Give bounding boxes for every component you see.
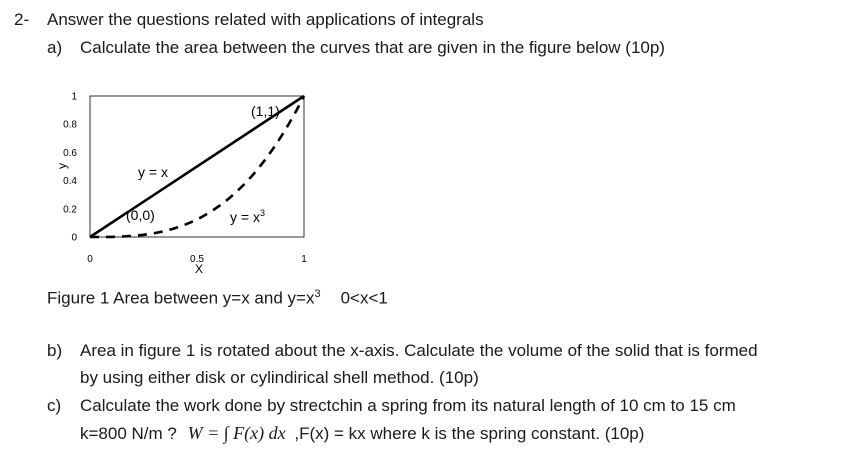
annotation-cubic-label: [230, 208, 265, 225]
part-b-label: b): [47, 341, 63, 360]
part-a-text: Calculate the area between the curves that are given in the figure below (10p): [80, 38, 665, 57]
annotation-cubic-base: y = x: [230, 209, 260, 225]
annotation-cubic-exp: 3: [259, 208, 265, 218]
x-tick-label: 0: [87, 254, 93, 265]
y-tick-label: 1: [71, 91, 77, 103]
part-b-line2: by using either disk or cylindirical shell method. (10p): [80, 368, 479, 387]
y-tick-label: 0.2: [63, 204, 77, 216]
axis-title-y: y: [55, 163, 69, 169]
y-tick-label: 0: [71, 232, 77, 244]
part-c-k-value: k=800 N/m ?: [80, 424, 177, 443]
y-tick-label: 0.8: [63, 119, 77, 131]
question-number: 2-: [14, 10, 30, 29]
axis-title-x: X: [194, 262, 204, 276]
figure-caption: [47, 288, 388, 309]
part-c-force-definition: ,F(x) = kx where k is the spring constant. (10p): [294, 424, 645, 443]
annotation-point-origin: (0,0): [126, 207, 155, 223]
caption-range: 0<x<1: [340, 288, 388, 308]
part-b-line1: Area in figure 1 is rotated about the x-axis. Calculate the volume of the solid that is formed: [80, 341, 758, 360]
y-tick-label: 0.4: [63, 176, 77, 188]
caption-text: Figure 1 Area between y=x and y=x: [47, 288, 315, 308]
part-c-line1: Calculate the work done by strectchin a spring from its natural length of 10 cm to 15 cm: [80, 396, 736, 415]
annotation-point-end: (1,1): [251, 103, 280, 119]
part-c-label: c): [47, 396, 62, 415]
y-tick-label: 0.6: [63, 147, 77, 159]
x-tick-label: 1: [301, 254, 307, 265]
question-title: Answer the questions related with applications of integrals: [47, 10, 484, 29]
x-tick-label: 0.5: [190, 254, 204, 265]
caption-exponent: 3: [314, 288, 321, 300]
annotation-line-label: y = x: [138, 164, 168, 180]
work-integral-formula: W = ∫ F(x) dx: [187, 423, 286, 443]
part-a-label: a): [47, 38, 63, 57]
part-c-line2: [80, 423, 644, 444]
